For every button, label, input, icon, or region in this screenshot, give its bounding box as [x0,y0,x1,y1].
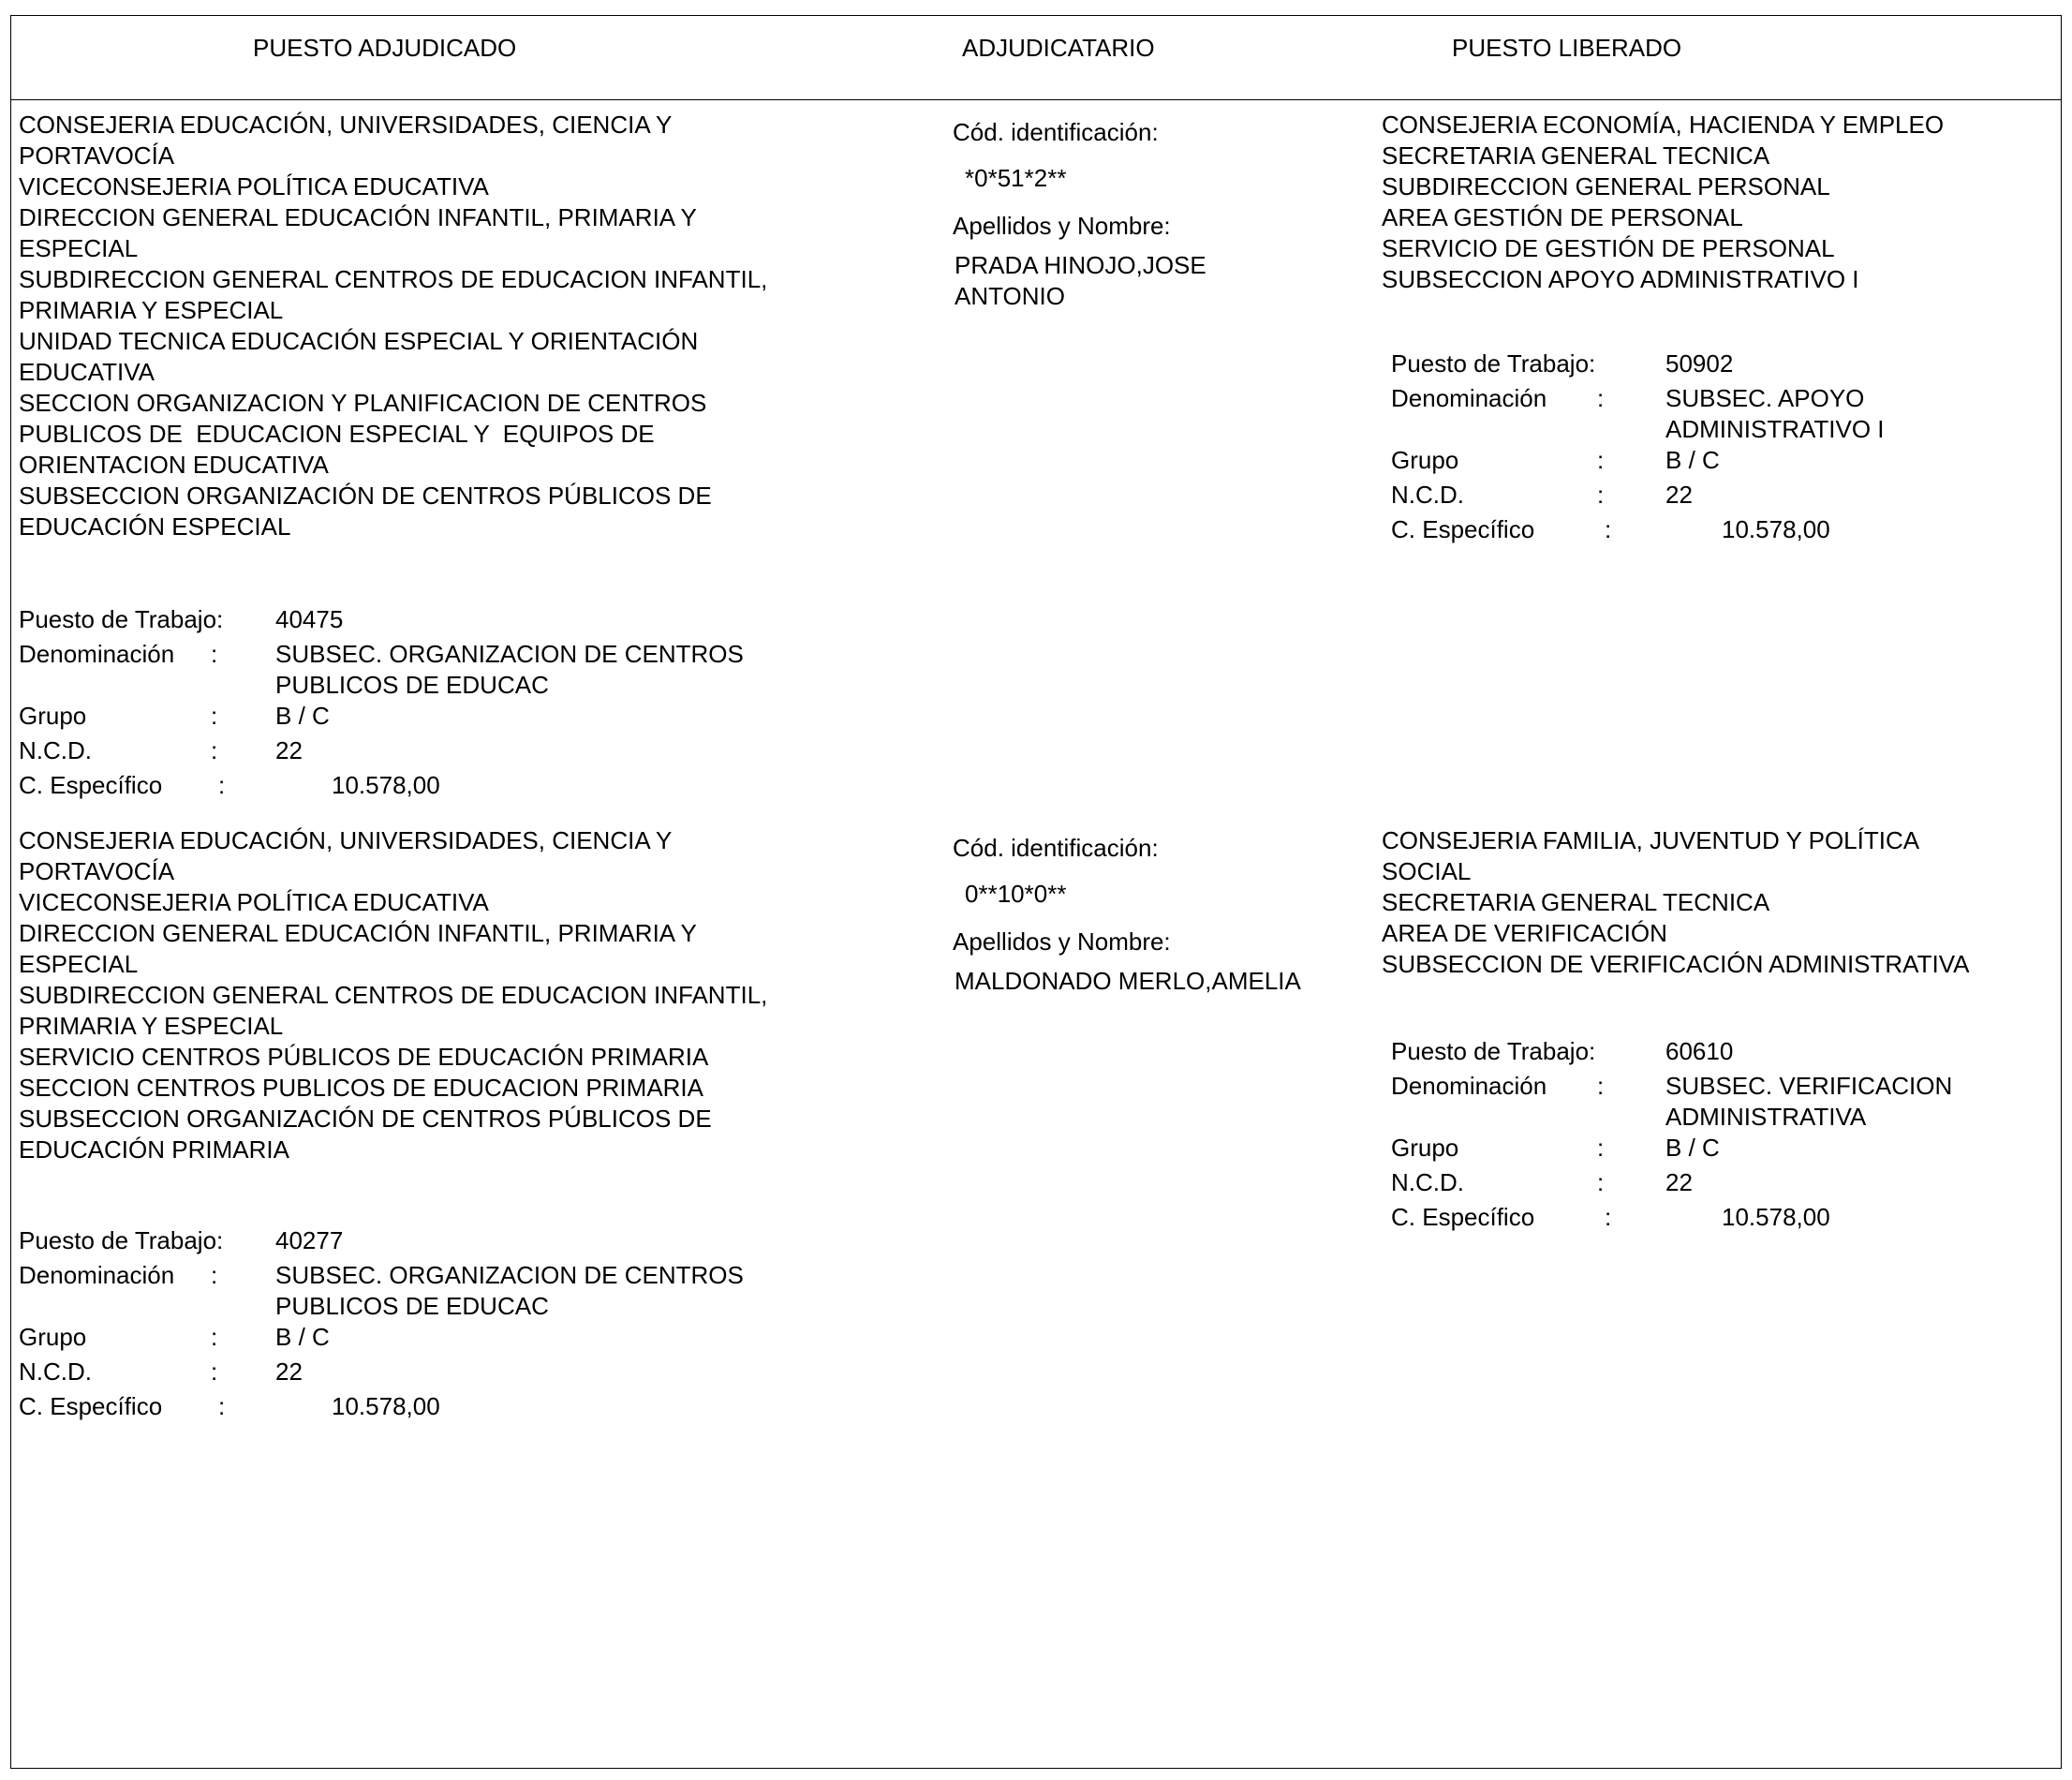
label-grupo: Grupo [1391,446,1459,474]
colon: : [1605,1203,1612,1231]
value-c-especifico: 10.578,00 [332,1392,440,1420]
org-line: DIRECCION GENERAL EDUCACIÓN INFANTIL, PRIMARIA Y [19,919,697,947]
org-line: AREA GESTIÓN DE PERSONAL [1382,203,1743,231]
org-line: PORTAVOCÍA [19,141,175,170]
org-line: SUBDIRECCION GENERAL CENTROS DE EDUCACION INFANTIL, [19,265,768,293]
label-grupo: Grupo [19,702,87,730]
org-line: PORTAVOCÍA [19,857,175,885]
label-ncd: N.C.D. [19,1357,92,1386]
value-puesto-trabajo: 50902 [1665,349,1734,378]
org-line: SUBDIRECCION GENERAL PERSONAL [1382,172,1830,200]
value-c-especifico: 10.578,00 [1722,1203,1830,1231]
label-puesto-trabajo: Puesto de Trabajo: [19,1226,224,1254]
org-line: SERVICIO DE GESTIÓN DE PERSONAL [1382,234,1835,262]
org-line: DIRECCION GENERAL EDUCACIÓN INFANTIL, PRIMARIA Y [19,203,697,231]
colon: : [1597,1072,1605,1100]
value-c-especifico: 10.578,00 [332,771,440,799]
org-line: SUBDIRECCION GENERAL CENTROS DE EDUCACION INFANTIL, [19,981,768,1009]
value-ncd: 22 [275,736,303,764]
colon: : [1597,481,1605,509]
colon: : [218,1392,226,1420]
org-line: UNIDAD TECNICA EDUCACIÓN ESPECIAL Y ORIENTACIÓN [19,327,699,355]
colon: : [211,702,218,730]
value-denominacion-line: SUBSEC. VERIFICACION [1665,1072,1953,1100]
label-grupo: Grupo [19,1323,87,1351]
org-line: ESPECIAL [19,950,139,978]
value-denominacion-line: SUBSEC. ORGANIZACION DE CENTROS [275,640,744,668]
label-ncd: N.C.D. [1391,481,1464,509]
org-line: SECCION CENTROS PUBLICOS DE EDUCACION PRIMARIA [19,1074,703,1102]
value-denominacion-line: PUBLICOS DE EDUCAC [275,1292,549,1320]
value-cod-identificacion: *0*51*2** [965,164,1067,192]
label-denominacion: Denominación [1391,384,1547,412]
value-puesto-trabajo: 40475 [275,605,344,633]
org-line: EDUCATIVA [19,358,155,386]
header-puesto-adjudicado: PUESTO ADJUDICADO [253,34,517,62]
label-ncd: N.C.D. [19,736,92,764]
org-line: PRIMARIA Y ESPECIAL [19,296,284,324]
colon: : [211,1261,218,1289]
org-line: EDUCACIÓN ESPECIAL [19,512,291,541]
colon: : [211,736,218,764]
value-puesto-trabajo: 60610 [1665,1037,1734,1065]
org-line: ORIENTACION EDUCATIVA [19,451,329,479]
value-denominacion-line: ADMINISTRATIVA [1665,1103,1867,1131]
org-line: SUBSECCION ORGANIZACIÓN DE CENTROS PÚBLICOS DE [19,1105,712,1133]
org-line: SUBSECCION APOYO ADMINISTRATIVO I [1382,265,1859,293]
org-line: SECRETARIA GENERAL TECNICA [1382,888,1770,916]
org-line: CONSEJERIA FAMILIA, JUVENTUD Y POLÍTICA [1382,826,1920,854]
value-ncd: 22 [1665,1168,1693,1196]
org-line: PRIMARIA Y ESPECIAL [19,1012,284,1040]
org-line: SOCIAL [1382,857,1472,885]
header-puesto-liberado: PUESTO LIBERADO [1452,34,1682,62]
label-cod-identificacion: Cód. identificación: [953,834,1159,862]
value-grupo: B / C [1665,1134,1720,1162]
label-apellidos-nombre: Apellidos y Nombre: [953,212,1171,240]
colon: : [218,771,226,799]
label-puesto-trabajo: Puesto de Trabajo: [19,605,224,633]
value-ncd: 22 [1665,481,1693,509]
label-puesto-trabajo: Puesto de Trabajo: [1391,1037,1596,1065]
value-denominacion-line: SUBSEC. APOYO [1665,384,1865,412]
org-line: ESPECIAL [19,234,139,262]
value-nombre-line: MALDONADO MERLO,AMELIA [955,967,1301,995]
org-line: SUBSECCION DE VERIFICACIÓN ADMINISTRATIVA [1382,950,1970,978]
org-line: CONSEJERIA EDUCACIÓN, UNIVERSIDADES, CIENCIA Y [19,111,673,139]
label-ncd: N.C.D. [1391,1168,1464,1196]
value-nombre-line: ANTONIO [955,282,1065,310]
header-divider [10,99,2062,100]
org-line: SECRETARIA GENERAL TECNICA [1382,141,1770,170]
org-line: VICECONSEJERIA POLÍTICA EDUCATIVA [19,888,489,916]
colon: : [1597,384,1605,412]
value-denominacion-line: PUBLICOS DE EDUCAC [275,671,549,699]
colon: : [211,1323,218,1351]
value-denominacion-line: ADMINISTRATIVO I [1665,415,1885,443]
org-line: EDUCACIÓN PRIMARIA [19,1135,289,1164]
label-c-especifico: C. Específico [19,1392,163,1420]
org-line: CONSEJERIA ECONOMÍA, HACIENDA Y EMPLEO [1382,111,1945,139]
value-c-especifico: 10.578,00 [1722,515,1830,543]
colon: : [1605,515,1612,543]
colon: : [1597,1168,1605,1196]
value-ncd: 22 [275,1357,303,1386]
value-grupo: B / C [275,702,330,730]
org-line: CONSEJERIA EDUCACIÓN, UNIVERSIDADES, CIENCIA Y [19,826,673,854]
colon: : [1597,446,1605,474]
colon: : [211,1357,218,1386]
org-line: VICECONSEJERIA POLÍTICA EDUCATIVA [19,172,489,200]
org-line: SERVICIO CENTROS PÚBLICOS DE EDUCACIÓN PRIMARIA [19,1043,709,1071]
value-denominacion-line: SUBSEC. ORGANIZACION DE CENTROS [275,1261,744,1289]
org-line: AREA DE VERIFICACIÓN [1382,919,1667,947]
value-grupo: B / C [1665,446,1720,474]
org-line: SUBSECCION ORGANIZACIÓN DE CENTROS PÚBLICOS DE [19,482,712,510]
value-grupo: B / C [275,1323,330,1351]
value-cod-identificacion: 0**10*0** [965,880,1067,908]
value-puesto-trabajo: 40277 [275,1226,344,1254]
label-puesto-trabajo: Puesto de Trabajo: [1391,349,1596,378]
colon: : [1597,1134,1605,1162]
label-c-especifico: C. Específico [1391,1203,1535,1231]
label-denominacion: Denominación [19,640,175,668]
label-cod-identificacion: Cód. identificación: [953,118,1159,146]
label-apellidos-nombre: Apellidos y Nombre: [953,927,1171,956]
label-grupo: Grupo [1391,1134,1459,1162]
label-c-especifico: C. Específico [19,771,163,799]
value-nombre-line: PRADA HINOJO,JOSE [955,251,1206,279]
label-c-especifico: C. Específico [1391,515,1535,543]
label-denominacion: Denominación [1391,1072,1547,1100]
org-line: SECCION ORGANIZACION Y PLANIFICACION DE CENTROS [19,389,707,417]
colon: : [211,640,218,668]
label-denominacion: Denominación [19,1261,175,1289]
org-line: PUBLICOS DE EDUCACION ESPECIAL Y EQUIPOS DE [19,420,655,448]
header-adjudicatario: ADJUDICATARIO [962,34,1155,62]
